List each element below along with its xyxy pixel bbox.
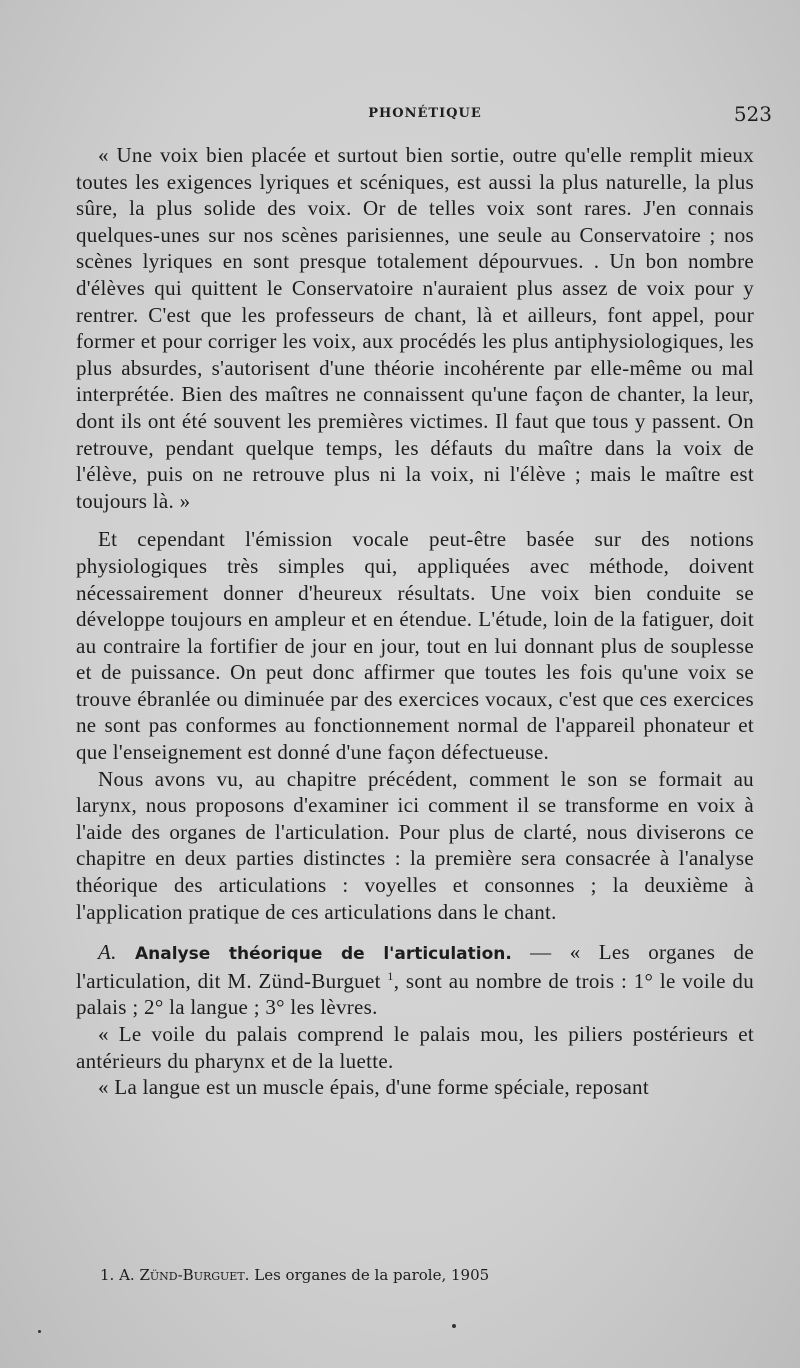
paragraph-langue: « La langue est un muscle épais, d'une forme spéciale, reposant	[98, 1075, 649, 1100]
section-heading: Analyse théorique de l'articulation.	[134, 944, 512, 965]
section-letter: A.	[98, 940, 117, 965]
section-text-before-note: — « Les organes de l'articulation, dit M. Zünd-Burguet	[76, 940, 754, 993]
body-text	[76, 142, 754, 1101]
paragraph-emission: Et cependant l'émission vocale peut-être basée sur des notions physiologiques très simples qui, appliquées avec méthode, doivent nécessairement donner d'heureux résultats. Une voix bien conduite se développe toujours en ampleur et en étendue. L'étude, loin de la fatiguer, doit au contraire la fortifier de jour en jour, tout en lui donnant plus de souplesse et de puissance. On peut donc affirmer que toutes les fois qu'une voix se trouve ébranlée ou diminuée par des exercices vocaux, c'est que ces exercices ne sont pas conformes au fonctionnement normal de l'appareil phonateur et que l'enseignement est donné d'une façon défectueuse.	[76, 527, 754, 765]
footnote-author: Zünd-Burguet.	[139, 1266, 250, 1284]
page-header	[78, 102, 772, 130]
section-paragraph	[76, 939, 754, 1021]
footnote-title: Les organes de la parole, 1905	[254, 1266, 490, 1284]
running-title: PHONÉTIQUE	[368, 106, 482, 121]
paragraph-voile: « Le voile du palais comprend le palais mou, les piliers postérieurs et antérieurs du pharynx et de la luette.	[76, 1022, 754, 1073]
page-number: 523	[733, 102, 772, 126]
ink-speck	[38, 1330, 41, 1333]
footnote-number: 1. A.	[100, 1266, 135, 1284]
section-text-after-note: , sont au nombre de trois : 1° le voile du palais ; 2° la langue ; 3° les lèvres.	[76, 968, 754, 1020]
paragraph-quote: « Une voix bien placée et surtout bien sortie, outre qu'elle remplit mieux toutes les exigences lyriques et scéniques, est aussi la plus naturelle, la plus sûre, la plus solide des voix. Or de telles voix sont rares. J'en connais quelques-unes sur nos scènes parisiennes, une seule au Conservatoire ; nos scènes lyriques en sont presque totalement dépourvues. . Un bon nombre d'élèves qui quittent le Conservatoire n'auraient plus assez de voix pour y rentrer. C'est que les professeurs de chant, là et ailleurs, font appel, pour former et pour corriger les voix, aux procédés les plus antiphysiologiques, les plus absurdes, s'autorisent d'une théorie incohérente par elle-même ou mal interprétée. Bien des maîtres ne connaissent qu'une façon de chanter, la leur, dont ils ont été souvent les premières victimes. Il faut que tous y passent. On retrouve, pendant quelque temps, les défauts du maître dans la voix de l'élève, puis on ne retrouve plus ni la voix, ni l'élève ; mais le maître est toujours là. »	[76, 143, 754, 513]
paragraph-chapter-plan: Nous avons vu, au chapitre précédent, comment le son se formait au larynx, nous proposons d'examiner ici comment il se transforme en voix à l'aide des organes de l'articulation. Pour plus de clarté, nous diviserons ce chapitre en deux parties distinctes : la première sera consacrée à l'analyse théorique des articulations : voyelles et consonnes ; la deuxième à l'application pratique de ces articulations dans le chant.	[76, 766, 754, 924]
ink-speck	[452, 1324, 456, 1328]
footnote	[100, 1266, 700, 1284]
footnote-ref: 1	[387, 968, 394, 983]
